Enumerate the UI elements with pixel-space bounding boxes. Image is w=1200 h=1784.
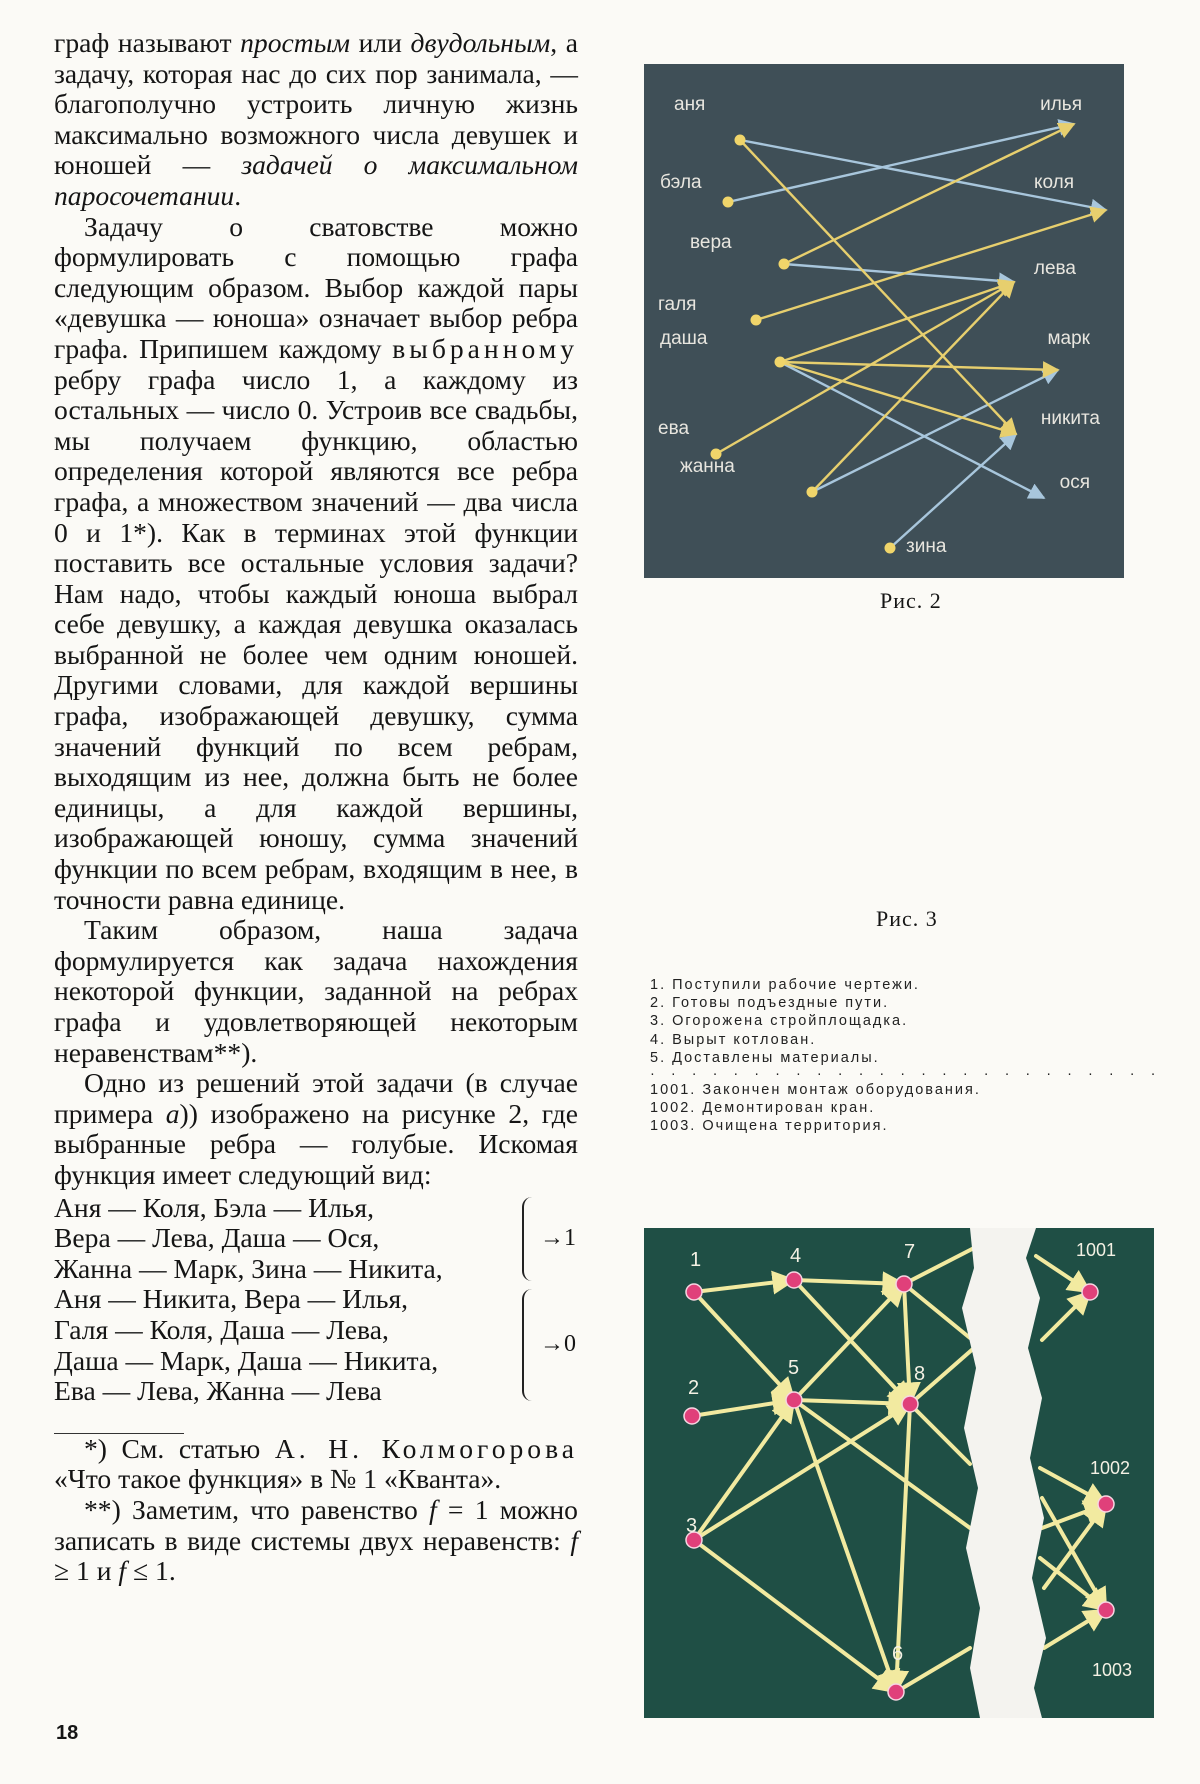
girl-label: ева (658, 418, 690, 439)
footnote-2: **) Заметим, что равенство f = 1 можно записать в виде системы двух неравенств: f ≥ 1 и f ≤ 1. (54, 1493, 578, 1587)
boy-label: марк (1047, 328, 1090, 349)
figure-2-bipartite-graph (644, 64, 1124, 578)
network-node (786, 1392, 802, 1408)
figure-3-caption: Рис. 3 (876, 906, 938, 931)
paragraph-formulation: Задачу о сватовстве можно формулировать с помощью графа следующим образом. Выбор каждой пары «девушка — юноша» означает выбор ребра графа. Припишем каждому выбранному ребру графа число 1, а каждому из остальных — число 0. Устроив все свадьбы, мы получаем функцию, областью определения которой являются все ребра графа, а множеством значений — два числа 0 и 1*). Как в терминах этой функции поставить все остальные условия задачи? Нам надо, чтобы каждый юноша выбрал себе девушку, а каждая девушка оказалась выбранной не более чем одним юношей. Другими словами, для каждой вершины графа, изображающей девушку, сумма значений функций по всем ребрам, выходящим из нее, должна быть не более единицы, а для каждой вершины, изображающей юношу, сумма значений функции по всем ребрам, входящим в нее, в точности равна единице. (54, 210, 578, 915)
network-node (1098, 1602, 1114, 1618)
boy-label: коля (1033, 172, 1074, 193)
girl-vertex (779, 259, 790, 270)
girl-label: зина (906, 536, 947, 557)
girl-label: бэла (660, 172, 702, 193)
value-one-label: →1 (540, 1224, 576, 1251)
node-label: 7 (904, 1241, 916, 1263)
final-step-item: 1002. Демонтирован кран. (650, 1100, 876, 1117)
girl-vertex (775, 357, 786, 368)
figure-2-background (644, 64, 1124, 578)
paragraph-summary: Таким образом, наша задача формулируется как задача нахождения некоторой функции, заданной на ребрах графа и удовлетворяющей некоторым неравенствам**). (54, 914, 578, 1068)
pair-line: Даша — Марк, Даша — Никита, (54, 1344, 439, 1376)
girl-label: аня (674, 94, 706, 115)
pair-line: Вера — Лева, Даша — Ося, (54, 1222, 380, 1254)
pair-line: Аня — Коля, Бэла — Илья, (54, 1191, 374, 1223)
step-item: 3. Огорожена стройплощадка. (650, 1013, 909, 1030)
node-label: 8 (914, 1363, 926, 1385)
pair-line: Аня — Никита, Вера — Илья, (54, 1283, 409, 1315)
node-label: 1001 (1076, 1240, 1117, 1260)
page-number: 18 (56, 1722, 79, 1744)
girl-label: галя (658, 294, 697, 315)
pair-line: Жанна — Марк, Зина — Никита, (54, 1252, 443, 1284)
step-item: 4. Вырыт котлован. (650, 1031, 817, 1048)
final-step-item: 1003. Очищена территория. (650, 1118, 889, 1135)
final-step-item: 1001. Закончен монтаж оборудования. (650, 1082, 981, 1099)
node-label: 1002 (1090, 1458, 1131, 1478)
network-node (896, 1276, 912, 1292)
boy-label: лева (1033, 258, 1076, 279)
girl-vertex (723, 197, 734, 208)
girl-vertex (735, 135, 746, 146)
girl-vertex (885, 543, 896, 554)
girl-label: даша (660, 328, 708, 349)
main-text-column (54, 28, 578, 1587)
girl-label: жанна (680, 456, 735, 477)
network-node (786, 1272, 802, 1288)
step-item: 5. Доставлены материалы. (650, 1049, 880, 1066)
network-node (902, 1396, 918, 1412)
boy-label: илья (1040, 94, 1082, 115)
node-label: 3 (686, 1515, 698, 1537)
function-table (54, 1193, 578, 1407)
footnote-1: *) См. статью А. Н. Колмогорова «Что такое функция» в № 1 «Кванта». (54, 1432, 578, 1495)
figure-3-network-graph (644, 1228, 1154, 1718)
pair-line: Галя — Коля, Даша — Лева, (54, 1313, 389, 1345)
node-label: 1003 (1092, 1660, 1133, 1680)
value-zero-label: →0 (540, 1330, 576, 1357)
brace-zero (522, 1289, 538, 1401)
figure-3-step-list (650, 976, 1161, 1136)
node-label: 2 (688, 1377, 700, 1399)
boy-label: никита (1040, 408, 1100, 429)
girl-vertex (751, 315, 762, 326)
node-label: 6 (892, 1643, 904, 1665)
girl-vertex (807, 487, 818, 498)
network-node (684, 1408, 700, 1424)
paragraph-definition: граф называют простым или двудольным, а задачу, которая нас до сих пор занимала, — благополучно устроить личную жизнь максимально возможного числа девушек и юношей — задачей о максимальном паросочетании. (54, 27, 579, 211)
pair-line: Ева — Лева, Жанна — Лева (54, 1375, 382, 1407)
node-label: 1 (690, 1249, 702, 1271)
node-label: 4 (790, 1245, 802, 1267)
node-label: 5 (788, 1357, 800, 1379)
network-node (1082, 1284, 1098, 1300)
network-node (1098, 1496, 1114, 1512)
network-node (888, 1684, 904, 1700)
torn-paper-gap (962, 1228, 1046, 1718)
brace-one (522, 1197, 538, 1281)
girl-label: вера (690, 232, 732, 253)
figure-2-caption: Рис. 2 (880, 588, 942, 613)
step-item: 2. Готовы подъездные пути. (650, 995, 890, 1012)
step-item: 1. Поступили рабочие чертежи. (650, 977, 920, 993)
boy-label: ося (1059, 472, 1090, 493)
network-node (686, 1284, 702, 1300)
ellipsis-row: · · · · · · · · · · · · · · · · · · · · · · · · · (650, 1066, 1162, 1083)
paragraph-solution: Одно из решений этой задачи (в случае примера а)) изображено на рисунке 2, где выбранные ребра — голубые. Искомая функция имеет следующий вид: (54, 1067, 579, 1190)
